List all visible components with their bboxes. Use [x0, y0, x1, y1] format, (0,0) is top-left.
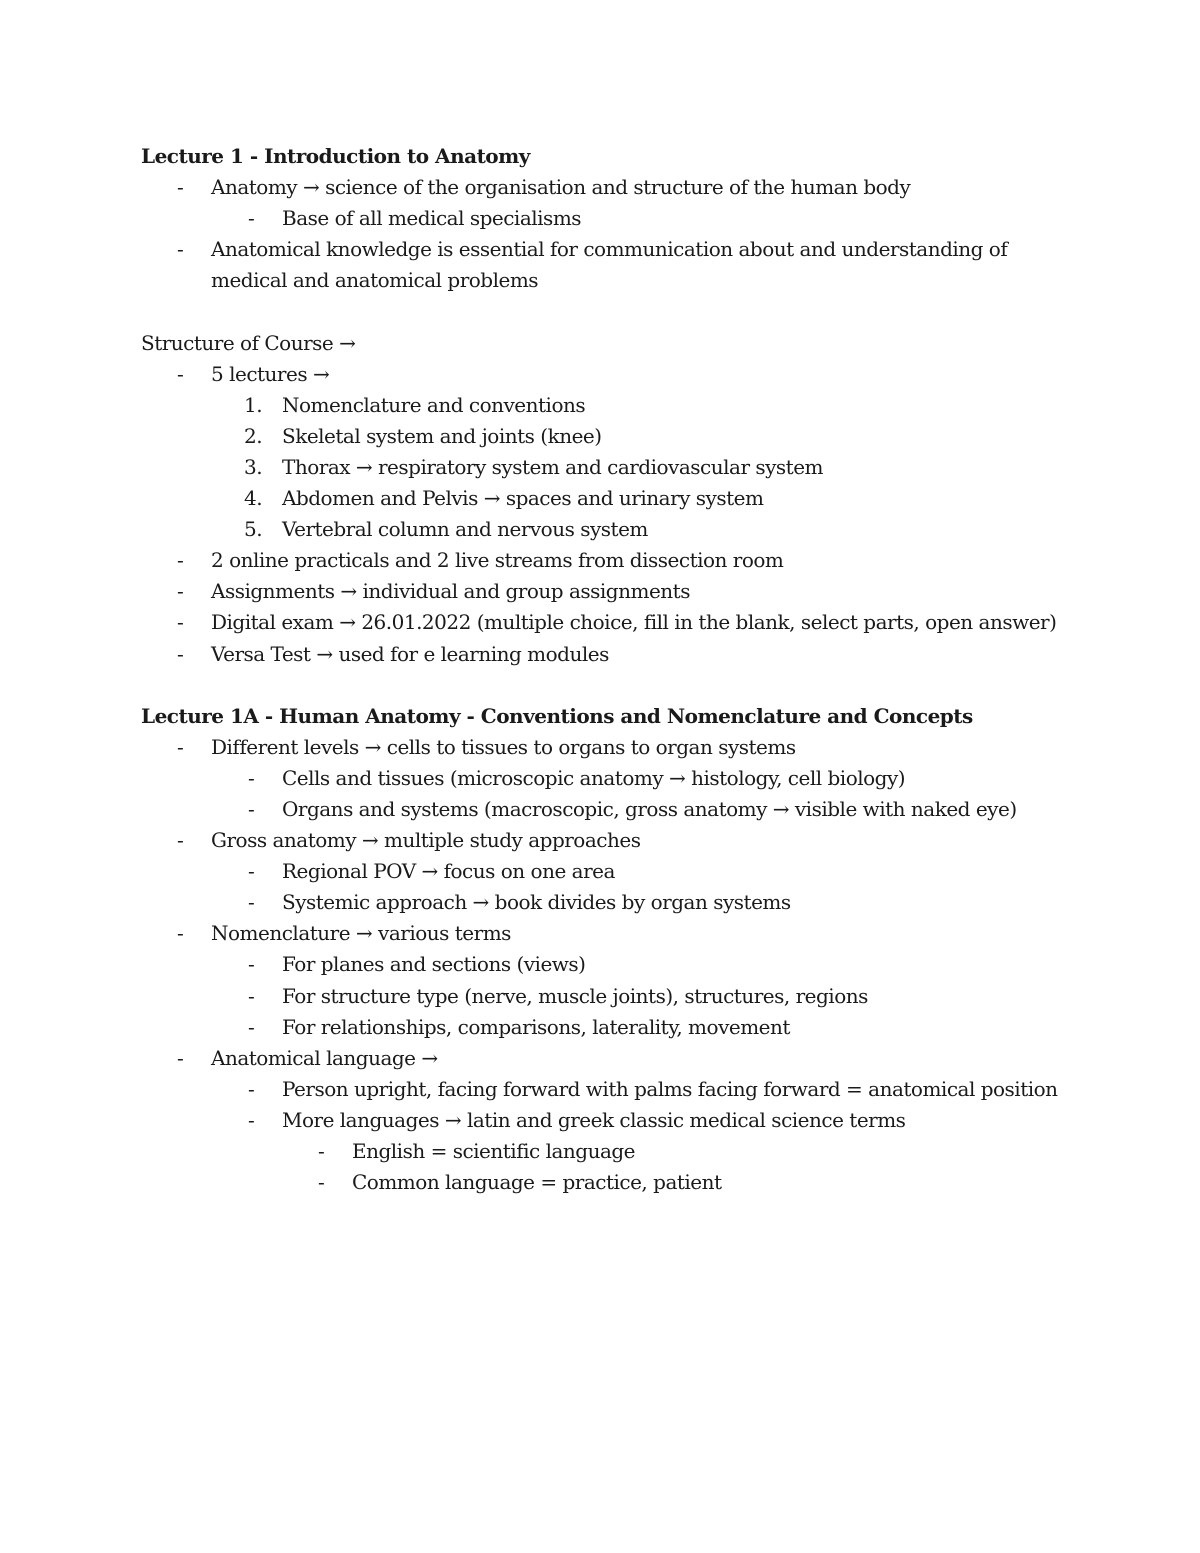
list-item	[141, 639, 1071, 670]
bullet-marker: -	[248, 1014, 255, 1039]
list-item	[141, 918, 1071, 949]
list-item-text: Organs and systems (macroscopic, gross anatomy → visible with naked eye)	[282, 796, 1017, 821]
list-item-text: Thorax → respiratory system and cardiovascular system	[282, 454, 824, 479]
list-item-text: Cells and tissues (microscopic anatomy → histology, cell biology)	[282, 765, 906, 790]
list-item-text: Systemic approach → book divides by organ systems	[282, 890, 791, 915]
list-item-text: Skeletal system and joints (knee)	[282, 423, 602, 448]
list-item-text: Nomenclature → various terms	[211, 921, 511, 946]
list-item	[141, 607, 1071, 638]
list-item	[141, 576, 1071, 607]
bullet-marker: -	[177, 610, 184, 635]
bullet-marker: -	[248, 206, 255, 231]
list-item	[141, 1074, 1071, 1105]
numbered-item	[141, 452, 1071, 483]
bullet-marker: -	[177, 828, 184, 853]
number-marker: 5.	[244, 517, 263, 542]
list-item-text: Person upright, facing forward with palms facing forward = anatomical position	[282, 1076, 1058, 1101]
list-item	[141, 1105, 1071, 1136]
list-item	[141, 825, 1071, 856]
list-item	[141, 203, 1071, 234]
list-item-text: Assignments → individual and group assignments	[211, 579, 690, 604]
list-item	[141, 732, 1071, 763]
list-item-text: Versa Test → used for e learning modules	[211, 641, 609, 666]
list-item-text: More languages → latin and greek classic medical science terms	[282, 1107, 906, 1132]
bullet-marker: -	[248, 1076, 255, 1101]
bullet-marker: -	[318, 1139, 325, 1163]
list-item-text: Digital exam → 26.01.2022 (multiple choice, fill in the blank, select parts, open answer)	[211, 610, 1057, 635]
bullet-marker: -	[248, 952, 255, 977]
list-item-text: Abdomen and Pelvis → spaces and urinary system	[282, 486, 764, 511]
list-item-text: Gross anatomy → multiple study approaches	[211, 828, 641, 853]
list-item	[141, 234, 1071, 265]
bullet-marker: -	[248, 859, 255, 884]
list-item	[141, 856, 1071, 887]
bullet-marker: -	[177, 237, 184, 262]
list-item-text: English = scientific language	[352, 1139, 636, 1163]
list-item	[141, 545, 1071, 576]
bullet-marker: -	[177, 734, 184, 759]
list-item-text: For structure type (nerve, muscle joints), structures, regions	[282, 983, 868, 1008]
list-item	[141, 981, 1071, 1012]
numbered-item	[141, 514, 1071, 545]
list-item-text: 5 lectures →	[211, 361, 330, 386]
bullet-marker: -	[177, 579, 184, 604]
list-item-text: Anatomy → science of the organisation and structure of the human body	[211, 175, 911, 200]
bullet-marker: -	[177, 548, 184, 573]
bullet-marker: -	[248, 983, 255, 1008]
list-item	[141, 172, 1071, 203]
bullet-marker: -	[177, 361, 184, 386]
bullet-marker: -	[248, 890, 255, 915]
list-item-text: Vertebral column and nervous system	[282, 517, 648, 542]
section-heading	[141, 328, 1071, 359]
list-item-text: Different levels → cells to tissues to organs to organ systems	[211, 734, 796, 759]
list-item-text: medical and anatomical problems	[211, 268, 539, 293]
section-heading	[141, 141, 1071, 172]
blank-line	[141, 296, 1071, 327]
list-item-text: For planes and sections (views)	[282, 952, 586, 977]
list-item-continuation	[141, 265, 1071, 296]
bullet-marker: -	[318, 1170, 325, 1195]
list-item-text: 2 online practicals and 2 live streams from dissection room	[211, 548, 784, 573]
bullet-marker: -	[248, 765, 255, 790]
bullet-marker: -	[177, 641, 184, 666]
document-page	[141, 141, 1071, 1198]
bullet-marker: -	[177, 921, 184, 946]
list-item-text: Regional POV → focus on one area	[282, 859, 615, 884]
list-item	[141, 1167, 1071, 1198]
numbered-item	[141, 421, 1071, 452]
numbered-item	[141, 483, 1071, 514]
bullet-marker: -	[248, 796, 255, 821]
list-item	[141, 763, 1071, 794]
bullet-marker: -	[177, 1045, 184, 1070]
number-marker: 3.	[244, 454, 263, 479]
list-item	[141, 949, 1071, 980]
list-item	[141, 1012, 1071, 1043]
list-item	[141, 1136, 1071, 1167]
list-item-text: For relationships, comparisons, laterality, movement	[282, 1014, 790, 1039]
heading-text: Lecture 1A - Human Anatomy - Conventions and Nomenclature and Concepts	[141, 703, 973, 728]
list-item-text: Nomenclature and conventions	[282, 392, 586, 417]
number-marker: 2.	[244, 423, 263, 448]
numbered-item	[141, 390, 1071, 421]
number-marker: 4.	[244, 486, 263, 511]
heading-text: Structure of Course →	[141, 330, 356, 355]
blank-line	[141, 670, 1071, 701]
list-item	[141, 887, 1071, 918]
list-item-text: Base of all medical specialisms	[282, 206, 582, 231]
number-marker: 1.	[244, 392, 263, 417]
list-item-text: Anatomical language →	[211, 1045, 438, 1070]
bullet-marker: -	[248, 1107, 255, 1132]
list-item	[141, 794, 1071, 825]
list-item	[141, 359, 1071, 390]
section-heading	[141, 701, 1071, 732]
bullet-marker: -	[177, 175, 184, 200]
list-item	[141, 1043, 1071, 1074]
list-item-text: Anatomical knowledge is essential for communication about and understanding of	[211, 237, 1008, 262]
list-item-text: Common language = practice, patient	[352, 1170, 722, 1195]
heading-text: Lecture 1 - Introduction to Anatomy	[141, 144, 530, 168]
